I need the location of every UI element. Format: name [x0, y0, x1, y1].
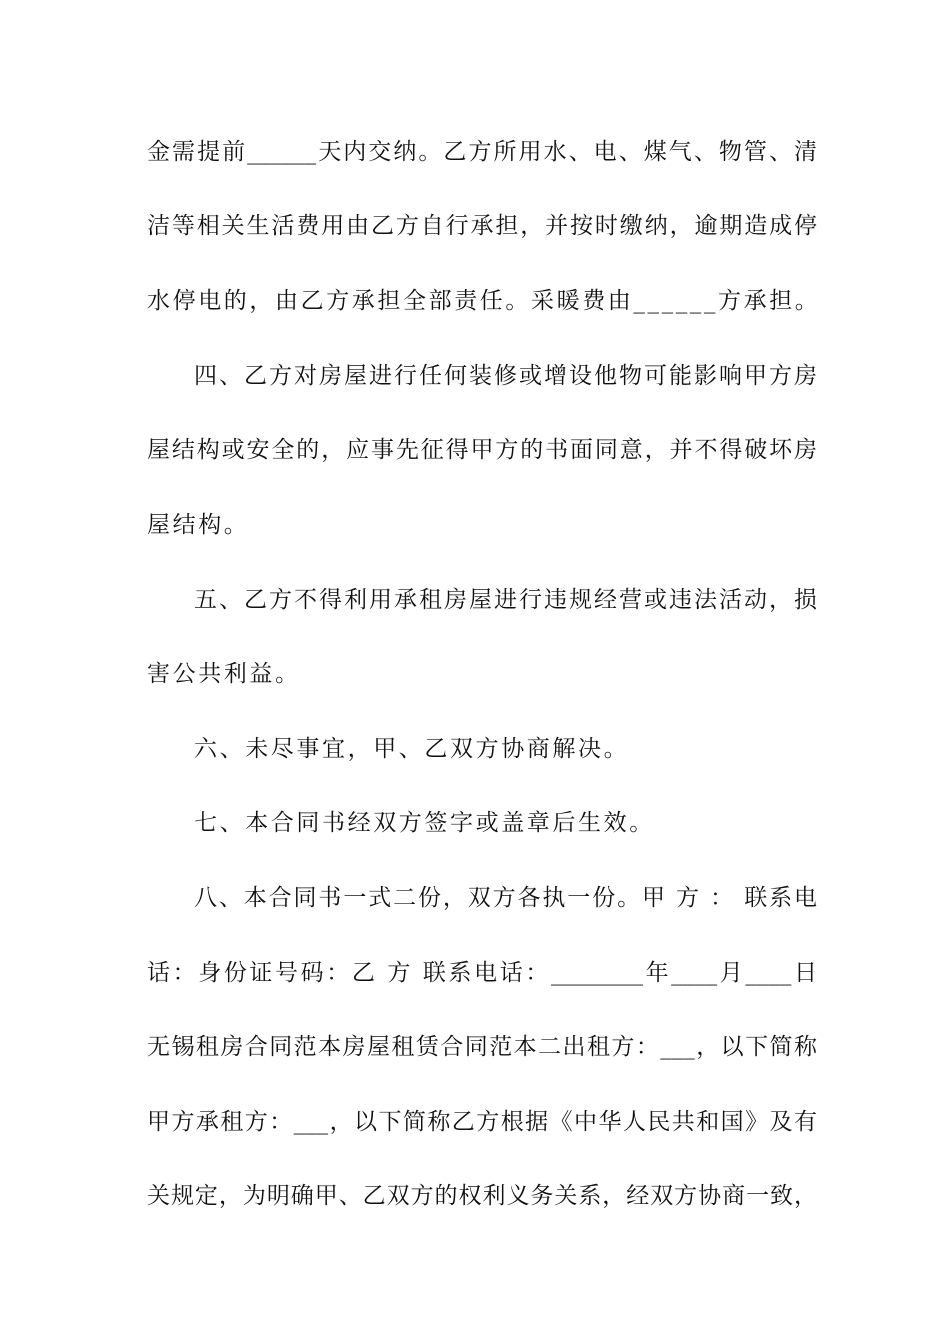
- text-line: 屋结构或安全的，应事先征得甲方的书面同意，并不得破坏房: [147, 437, 817, 463]
- text-line: 七、本合同书经双方签字或盖章后生效。: [194, 810, 655, 836]
- text-line: 八、本合同书一式二份，双方各执一份。甲 方 ： 联系电: [194, 885, 817, 911]
- text-line: 无锡租房合同范本房屋租赁合同范本二出租方：___，以下简称: [147, 1034, 817, 1060]
- text-line: 五、乙方不得利用承租房屋进行违规经营或违法活动，损: [194, 587, 817, 613]
- text-line: 洁等相关生活费用由乙方自行承担，并按时缴纳，逾期造成停: [147, 213, 817, 239]
- text-line: 关规定，为明确甲、乙双方的权利义务关系，经双方协商一致，: [147, 1183, 817, 1209]
- text-line: 甲方承租方：___，以下简称乙方根据《中华人民共和国》及有: [147, 1109, 817, 1135]
- text-line: 四、乙方对房屋进行任何装修或增设他物可能影响甲方房: [194, 363, 817, 389]
- text-line: 六、未尽事宜，甲、乙双方协商解决。: [194, 736, 630, 762]
- text-line: 金需提前______天内交纳。乙方所用水、电、煤气、物管、清: [147, 139, 817, 165]
- text-line: 话：身份证号码：乙 方 联系电话：________年____月____日: [147, 960, 817, 986]
- text-line: 水停电的，由乙方承担全部责任。采暖费由______方承担。: [147, 288, 821, 314]
- text-line: 屋结构。: [147, 512, 250, 538]
- text-line: 害公共利益。: [147, 661, 301, 687]
